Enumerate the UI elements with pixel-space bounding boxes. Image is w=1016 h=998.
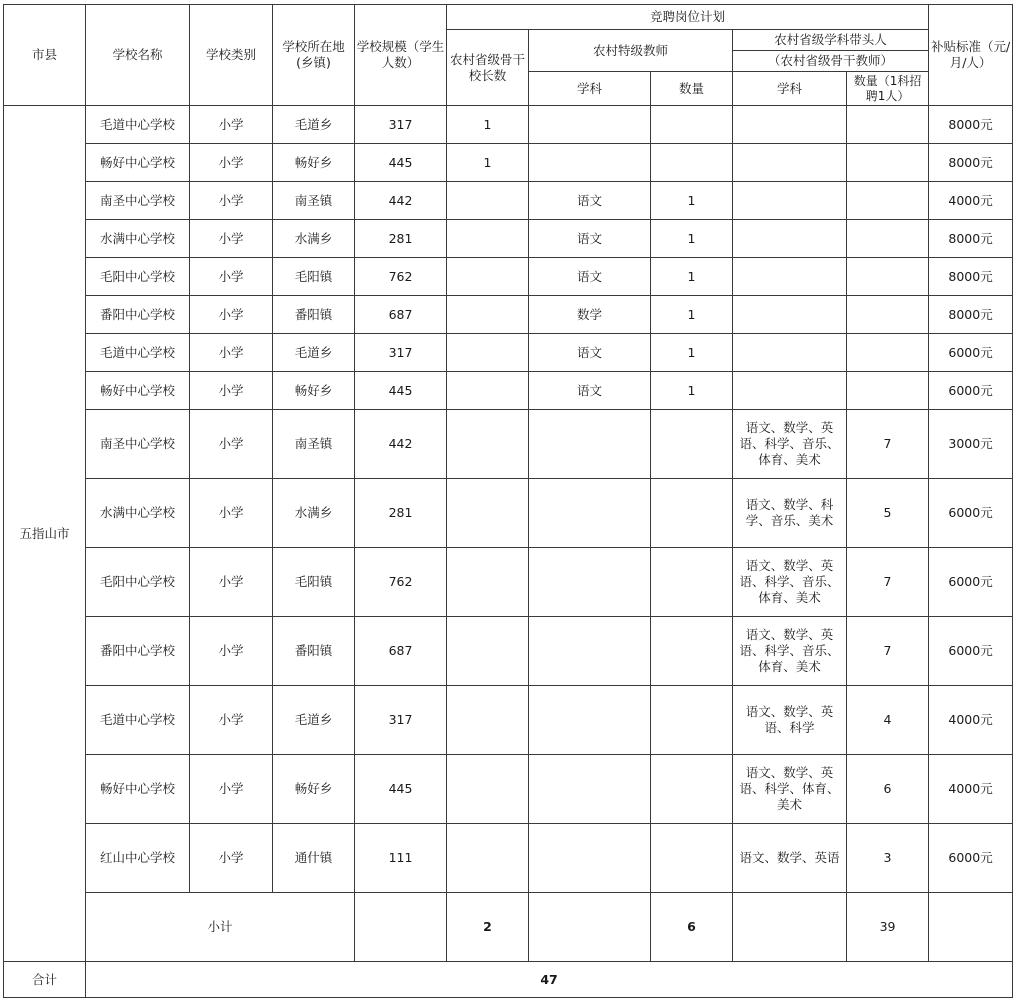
location-cell: 畅好乡 [273, 372, 355, 410]
school-type-cell: 小学 [190, 372, 273, 410]
school-name-cell: 毛阳中心学校 [86, 548, 190, 617]
subtotal-ld-subject [733, 893, 847, 962]
scale-cell: 111 [355, 824, 447, 893]
scale-cell: 317 [355, 334, 447, 372]
subsidy-cell: 6000元 [929, 548, 1013, 617]
city-cell: 五指山市 [4, 106, 86, 962]
st-subject-cell: 语文 [529, 220, 651, 258]
location-cell: 南圣镇 [273, 182, 355, 220]
location-cell: 毛道乡 [273, 334, 355, 372]
location-cell: 畅好乡 [273, 144, 355, 182]
school-type-cell: 小学 [190, 182, 273, 220]
ld-subject-cell: 语文、数学、英语、科学、体育、美术 [733, 755, 847, 824]
ld-count-cell [847, 258, 929, 296]
ld-subject-cell [733, 372, 847, 410]
header-leader: 农村省级学科带头人 [733, 30, 929, 51]
st-count-cell: 1 [651, 258, 733, 296]
header-leader-sub: （农村省级骨干教师） [733, 51, 929, 72]
scale-cell: 317 [355, 106, 447, 144]
scale-cell: 445 [355, 755, 447, 824]
table-row [4, 182, 1013, 220]
st-subject-cell: 语文 [529, 334, 651, 372]
st-subject-cell: 语文 [529, 182, 651, 220]
table-row [4, 617, 1013, 686]
header-school-type: 学校类别 [190, 5, 273, 106]
subtotal-ld-count: 39 [847, 893, 929, 962]
school-type-cell: 小学 [190, 617, 273, 686]
total-value: 47 [86, 962, 1013, 998]
header-scale: 学校规模（学生人数） [355, 5, 447, 106]
school-type-cell: 小学 [190, 755, 273, 824]
table-row [4, 334, 1013, 372]
location-cell: 毛道乡 [273, 686, 355, 755]
ld-count-cell [847, 106, 929, 144]
subsidy-cell: 8000元 [929, 258, 1013, 296]
st-count-cell: 1 [651, 182, 733, 220]
ld-subject-cell: 语文、数学、英语、科学、音乐、体育、美术 [733, 410, 847, 479]
subsidy-cell: 8000元 [929, 144, 1013, 182]
location-cell: 南圣镇 [273, 410, 355, 479]
scale-cell: 445 [355, 372, 447, 410]
location-cell: 毛阳镇 [273, 548, 355, 617]
table-row [4, 410, 1013, 479]
st-subject-cell: 数学 [529, 296, 651, 334]
ld-count-cell [847, 144, 929, 182]
header-city: 市县 [4, 5, 86, 106]
scale-cell: 281 [355, 479, 447, 548]
ld-subject-cell [733, 144, 847, 182]
location-cell: 通什镇 [273, 824, 355, 893]
header-ld-subject: 学科 [733, 72, 847, 106]
st-count-cell: 1 [651, 296, 733, 334]
school-name-cell: 水满中心学校 [86, 479, 190, 548]
subsidy-cell: 6000元 [929, 372, 1013, 410]
principal-count-cell [447, 824, 529, 893]
ld-subject-cell [733, 182, 847, 220]
subsidy-cell: 4000元 [929, 182, 1013, 220]
principal-count-cell [447, 182, 529, 220]
subsidy-cell: 4000元 [929, 686, 1013, 755]
school-name-cell: 毛道中心学校 [86, 686, 190, 755]
table-row [4, 479, 1013, 548]
school-type-cell: 小学 [190, 220, 273, 258]
ld-count-cell: 4 [847, 686, 929, 755]
table-row [4, 755, 1013, 824]
principal-count-cell [447, 755, 529, 824]
ld-subject-cell: 语文、数学、英语、科学、音乐、体育、美术 [733, 548, 847, 617]
subsidy-cell: 6000元 [929, 824, 1013, 893]
subtotal-label: 小计 [86, 893, 355, 962]
school-name-cell: 南圣中心学校 [86, 410, 190, 479]
school-type-cell: 小学 [190, 410, 273, 479]
scale-cell: 442 [355, 182, 447, 220]
principal-count-cell [447, 617, 529, 686]
location-cell: 畅好乡 [273, 755, 355, 824]
subtotal-row [4, 893, 1013, 962]
table-row [4, 220, 1013, 258]
school-type-cell: 小学 [190, 479, 273, 548]
st-count-cell [651, 410, 733, 479]
st-count-cell [651, 755, 733, 824]
location-cell: 水满乡 [273, 479, 355, 548]
header-plan: 竞聘岗位计划 [447, 5, 929, 30]
school-type-cell: 小学 [190, 296, 273, 334]
st-count-cell: 1 [651, 372, 733, 410]
ld-subject-cell [733, 106, 847, 144]
school-name-cell: 畅好中心学校 [86, 755, 190, 824]
school-name-cell: 南圣中心学校 [86, 182, 190, 220]
header-subsidy: 补贴标准（元/月/人） [929, 5, 1013, 106]
st-count-cell: 1 [651, 220, 733, 258]
ld-count-cell [847, 334, 929, 372]
ld-count-cell: 3 [847, 824, 929, 893]
st-subject-cell [529, 755, 651, 824]
scale-cell: 281 [355, 220, 447, 258]
scale-cell: 762 [355, 258, 447, 296]
ld-subject-cell [733, 220, 847, 258]
ld-count-cell: 7 [847, 617, 929, 686]
st-subject-cell: 语文 [529, 258, 651, 296]
st-subject-cell [529, 548, 651, 617]
table-row [4, 548, 1013, 617]
ld-count-cell: 5 [847, 479, 929, 548]
subsidy-cell: 8000元 [929, 106, 1013, 144]
school-name-cell: 畅好中心学校 [86, 144, 190, 182]
st-count-cell [651, 548, 733, 617]
location-cell: 番阳镇 [273, 296, 355, 334]
st-subject-cell [529, 824, 651, 893]
school-type-cell: 小学 [190, 144, 273, 182]
st-subject-cell [529, 617, 651, 686]
ld-subject-cell: 语文、数学、英语、科学 [733, 686, 847, 755]
school-name-cell: 番阳中心学校 [86, 296, 190, 334]
principal-count-cell: 1 [447, 144, 529, 182]
principal-count-cell [447, 220, 529, 258]
total-row [4, 962, 1013, 998]
ld-count-cell [847, 220, 929, 258]
subtotal-st-subject [529, 893, 651, 962]
st-count-cell [651, 617, 733, 686]
subsidy-cell: 4000元 [929, 755, 1013, 824]
st-count-cell [651, 144, 733, 182]
st-count-cell: 1 [651, 334, 733, 372]
school-name-cell: 毛阳中心学校 [86, 258, 190, 296]
st-subject-cell: 语文 [529, 372, 651, 410]
table-row [4, 372, 1013, 410]
principal-count-cell [447, 334, 529, 372]
scale-cell: 687 [355, 617, 447, 686]
table-row [4, 106, 1013, 144]
scale-cell: 317 [355, 686, 447, 755]
principal-count-cell [447, 258, 529, 296]
header-st-subject: 学科 [529, 72, 651, 106]
subsidy-cell: 6000元 [929, 334, 1013, 372]
recruitment-table [3, 4, 1013, 998]
school-name-cell: 水满中心学校 [86, 220, 190, 258]
st-subject-cell [529, 410, 651, 479]
principal-count-cell [447, 296, 529, 334]
school-name-cell: 畅好中心学校 [86, 372, 190, 410]
principal-count-cell: 1 [447, 106, 529, 144]
school-type-cell: 小学 [190, 258, 273, 296]
subsidy-cell: 6000元 [929, 479, 1013, 548]
ld-subject-cell [733, 296, 847, 334]
subsidy-cell: 8000元 [929, 220, 1013, 258]
header-location: 学校所在地(乡镇) [273, 5, 355, 106]
st-subject-cell [529, 686, 651, 755]
principal-count-cell [447, 410, 529, 479]
location-cell: 毛道乡 [273, 106, 355, 144]
ld-count-cell: 6 [847, 755, 929, 824]
principal-count-cell [447, 372, 529, 410]
ld-count-cell [847, 372, 929, 410]
total-label: 合计 [4, 962, 86, 998]
ld-count-cell: 7 [847, 548, 929, 617]
principal-count-cell [447, 548, 529, 617]
table-row [4, 296, 1013, 334]
header-ld-count: 数量（1科招聘1人） [847, 72, 929, 106]
subsidy-cell: 6000元 [929, 617, 1013, 686]
location-cell: 毛阳镇 [273, 258, 355, 296]
school-type-cell: 小学 [190, 334, 273, 372]
school-name-cell: 毛道中心学校 [86, 106, 190, 144]
subtotal-principal: 2 [447, 893, 529, 962]
location-cell: 番阳镇 [273, 617, 355, 686]
header-st-count: 数量 [651, 72, 733, 106]
school-type-cell: 小学 [190, 686, 273, 755]
header-school-name: 学校名称 [86, 5, 190, 106]
ld-subject-cell [733, 258, 847, 296]
header-special-teacher: 农村特级教师 [529, 30, 733, 72]
st-count-cell [651, 824, 733, 893]
ld-count-cell: 7 [847, 410, 929, 479]
table-row [4, 824, 1013, 893]
ld-subject-cell [733, 334, 847, 372]
scale-cell: 762 [355, 548, 447, 617]
subsidy-cell: 8000元 [929, 296, 1013, 334]
school-name-cell: 番阳中心学校 [86, 617, 190, 686]
school-name-cell: 红山中心学校 [86, 824, 190, 893]
header-principal: 农村省级骨干校长数 [447, 30, 529, 106]
st-count-cell [651, 106, 733, 144]
school-type-cell: 小学 [190, 824, 273, 893]
table-body [4, 106, 1013, 998]
ld-subject-cell: 语文、数学、科学、音乐、美术 [733, 479, 847, 548]
subtotal-subsidy [929, 893, 1013, 962]
st-subject-cell [529, 479, 651, 548]
subtotal-scale [355, 893, 447, 962]
st-subject-cell [529, 106, 651, 144]
ld-subject-cell: 语文、数学、英语、科学、音乐、体育、美术 [733, 617, 847, 686]
table-row [4, 686, 1013, 755]
st-subject-cell [529, 144, 651, 182]
table-row [4, 144, 1013, 182]
principal-count-cell [447, 479, 529, 548]
st-count-cell [651, 479, 733, 548]
ld-count-cell [847, 182, 929, 220]
school-name-cell: 毛道中心学校 [86, 334, 190, 372]
scale-cell: 687 [355, 296, 447, 334]
st-count-cell [651, 686, 733, 755]
ld-subject-cell: 语文、数学、英语 [733, 824, 847, 893]
location-cell: 水满乡 [273, 220, 355, 258]
principal-count-cell [447, 686, 529, 755]
scale-cell: 445 [355, 144, 447, 182]
school-type-cell: 小学 [190, 106, 273, 144]
ld-count-cell [847, 296, 929, 334]
subsidy-cell: 3000元 [929, 410, 1013, 479]
scale-cell: 442 [355, 410, 447, 479]
subtotal-st-count: 6 [651, 893, 733, 962]
school-type-cell: 小学 [190, 548, 273, 617]
table-row [4, 258, 1013, 296]
